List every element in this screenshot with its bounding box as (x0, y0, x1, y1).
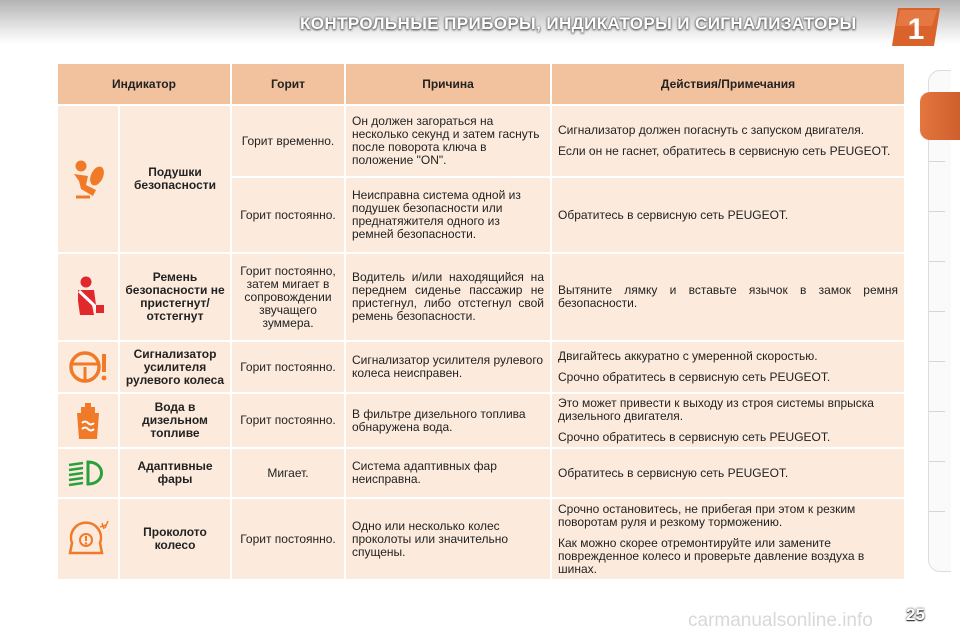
column-header-actions: Действия/Примечания (552, 64, 904, 104)
seatbelt-icon (68, 275, 108, 319)
state-text: Горит постоянно. (232, 342, 344, 392)
action-text: Обратитесь в сервисную сеть PEUGEOT. (552, 178, 904, 252)
indicator-name: Проколото колесо (120, 499, 230, 579)
header-band (0, 0, 960, 44)
table-row-adaptive-headlamps (58, 449, 904, 497)
airbag-icon (66, 157, 110, 201)
indicator-name: Подушки безопасности (120, 106, 230, 252)
cause-text: В фильтре дизельного топлива обнаружена вода. (346, 394, 550, 447)
action-text: Как можно скорее отремонтируйте или замените поврежденное колесо и проверьте давление воздуха в шинах. (558, 535, 865, 576)
table-row-flat-tyre (58, 499, 904, 579)
icon-cell (58, 254, 118, 340)
adaptive-headlamps-icon (66, 458, 110, 488)
indicators-table (56, 62, 906, 581)
icon-cell (58, 342, 118, 392)
state-text: Горит постоянно. (232, 499, 344, 579)
action-text: Срочно обратитесь в сервисную сеть PEUGEOT. (558, 430, 831, 444)
action-text: Обратитесь в сервисную сеть PEUGEOT. (552, 449, 904, 497)
column-header-state: Горит (232, 64, 344, 104)
water-in-diesel-icon (71, 401, 105, 441)
cause-text: Одно или несколько колес проколоты или значительно спущены. (346, 499, 550, 579)
indicator-name: Ремень безопасности не пристегнут/ отстегнут (120, 254, 230, 340)
state-text: Горит постоянно, затем мигает в сопровождении звучащего зуммера. (232, 254, 344, 340)
state-text: Мигает. (232, 449, 344, 497)
page-number: 25 (906, 605, 925, 624)
active-chapter-tab (920, 92, 960, 140)
indicator-name: Вода в дизельном топливе (120, 394, 230, 447)
indicator-name: Адаптивные фары (120, 449, 230, 497)
icon-cell (58, 394, 118, 447)
chapter-sidebar (928, 70, 951, 572)
table-row-airbag (58, 106, 904, 176)
table-row-water-in-diesel (58, 394, 904, 447)
action-text: Если он не гаснет, обратитесь в сервисную сеть PEUGEOT. (558, 144, 891, 158)
action-cell (552, 342, 904, 392)
icon-cell (58, 106, 118, 252)
action-text: Вытяните лямку и вставьте язычок в замок ремня безопасности. (552, 254, 904, 340)
action-cell (552, 394, 904, 447)
cause-text: Неисправна система одной из подушек безопасности или преднатяжителя одного из ремней безопасности. (346, 178, 550, 252)
flat-tyre-icon (66, 519, 110, 559)
action-text: Двигайтесь аккуратно с умеренной скоростью. (558, 349, 818, 363)
state-text: Горит постоянно. (232, 394, 344, 447)
watermark: carmanualsonline.info (688, 610, 873, 631)
state-text: Горит постоянно. (232, 178, 344, 252)
cause-text: Водитель и/или находящийся на переднем сиденье пассажир не пристегнул, либо отстегнул свой ремень безопасности. (346, 254, 550, 340)
action-text: Это может привести к выходу из строя системы впрыска дизельного двигателя. (558, 396, 874, 423)
action-text: Срочно остановитесь, не прибегая при этом к резким поворотам руля и резкому торможению. (558, 501, 856, 529)
chapter-badge (890, 6, 942, 48)
page-title: КОНТРОЛЬНЫЕ ПРИБОРЫ, ИНДИКАТОРЫ И СИГНАЛИЗАТОРЫ (300, 14, 857, 33)
column-header-indicator: Индикатор (58, 64, 230, 104)
cause-text: Система адаптивных фар неисправна. (346, 449, 550, 497)
action-text: Срочно обратитесь в сервисную сеть PEUGEOT. (558, 370, 831, 384)
state-text: Горит временно. (232, 106, 344, 176)
table-row-seatbelt (58, 254, 904, 340)
action-text: Сигнализатор должен погаснуть с запуском двигателя. (558, 123, 865, 137)
power-steering-icon (65, 349, 111, 385)
column-header-cause: Причина (346, 64, 550, 104)
indicator-name: Сигнализатор усилителя рулевого колеса (120, 342, 230, 392)
cause-text: Сигнализатор усилителя рулевого колеса неисправен. (346, 342, 550, 392)
icon-cell (58, 499, 118, 579)
table-header-row (58, 64, 904, 104)
table-row-power-steering (58, 342, 904, 392)
action-cell (552, 499, 904, 579)
cause-text: Он должен загораться на несколько секунд и затем гаснуть после поворота ключа в положение "ON". (346, 106, 550, 176)
action-cell (552, 106, 904, 176)
chapter-number: 1 (907, 13, 925, 46)
icon-cell (58, 449, 118, 497)
